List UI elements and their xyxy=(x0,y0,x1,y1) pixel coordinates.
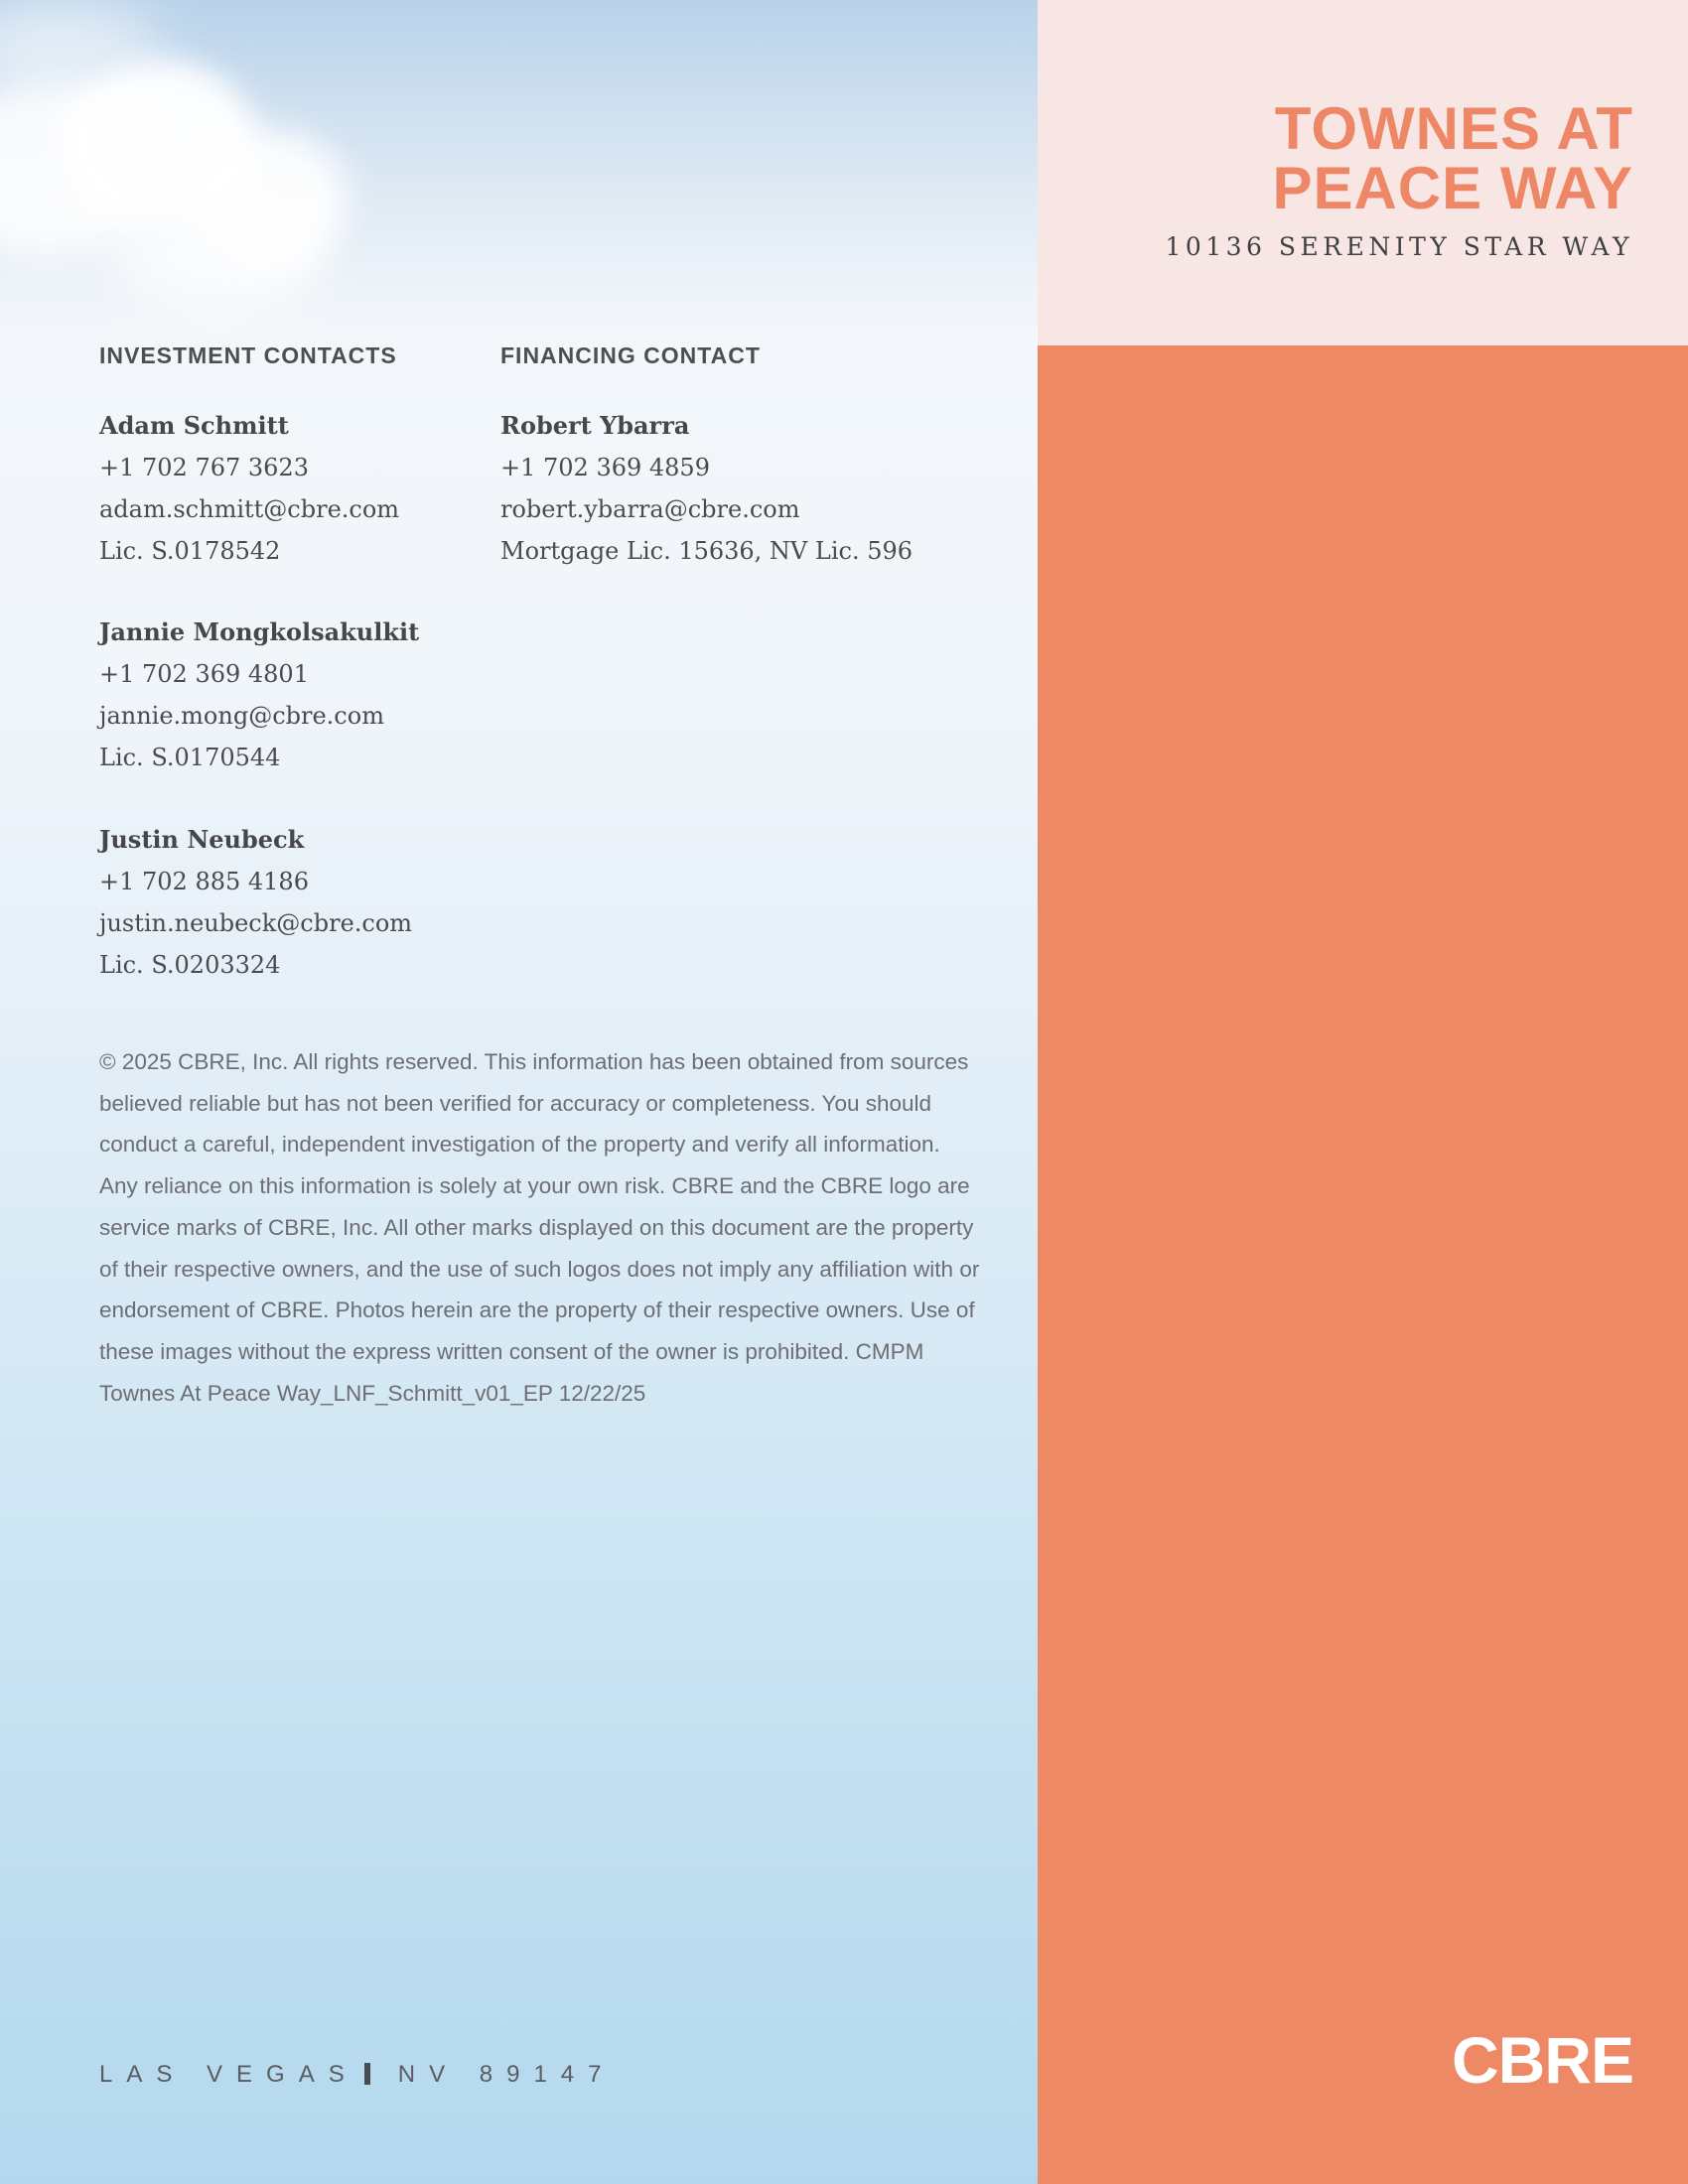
location-state-zip: NV 89147 xyxy=(397,2061,616,2088)
contact-phone[interactable]: +1 702 885 4186 xyxy=(99,868,309,895)
contact-card-justin-neubeck xyxy=(99,819,412,986)
contact-name: Adam Schmitt xyxy=(99,411,289,440)
contact-name: Robert Ybarra xyxy=(500,411,690,440)
investment-contacts-heading: INVESTMENT CONTACTS xyxy=(99,342,397,368)
contact-license: Lic. S.0178542 xyxy=(99,537,281,565)
property-title-line-2: PEACE WAY xyxy=(1272,155,1633,221)
contact-email[interactable]: jannie.mong@cbre.com xyxy=(99,702,384,730)
location-city: LAS VEGAS xyxy=(99,2061,358,2088)
contact-license: Mortgage Lic. 15636, NV Lic. 596 xyxy=(500,537,914,565)
brand-panel xyxy=(1038,0,1688,2184)
financing-contact-heading: FINANCING CONTACT xyxy=(500,342,761,368)
contact-card-jannie-mongkolsakulkit xyxy=(99,612,419,778)
contact-license: Lic. S.0170544 xyxy=(99,744,281,771)
contact-phone[interactable]: +1 702 369 4859 xyxy=(500,454,710,481)
contact-email[interactable]: justin.neubeck@cbre.com xyxy=(99,909,413,937)
property-address: 10136 SERENITY STAR WAY xyxy=(1165,232,1633,261)
contact-name: Justin Neubeck xyxy=(99,825,305,854)
cbre-logo: CBRE xyxy=(1451,2023,1633,2097)
separator-bar xyxy=(364,2063,370,2085)
contact-phone[interactable]: +1 702 369 4801 xyxy=(99,660,309,688)
title-box xyxy=(1038,0,1688,345)
contact-license: Lic. S.0203324 xyxy=(99,951,281,979)
contact-card-adam-schmitt xyxy=(99,405,399,572)
property-title xyxy=(1272,95,1633,221)
orange-color-block xyxy=(1038,345,1688,2184)
legal-disclaimer: © 2025 CBRE, Inc. All rights reserved. This information has been obtained from sources believed reliable but has not been verified for accuracy or completeness. You should conduct a careful, independent investigation of the property and verify all information. Any reliance on this information is solely at your own risk. CBRE and the CBRE logo are service marks of CBRE, Inc. All other marks displayed on this document are the property of their respective owners, and the use of such logos does not imply any affiliation with or endorsement of CBRE. Photos herein are the property of their respective owners. Use of these images without the express written consent of the owner is prohibited. CMPM Townes At Peace Way_LNF_Schmitt_v01_EP 12/22/25 xyxy=(99,1049,980,1406)
contact-name: Jannie Mongkolsakulkit xyxy=(99,617,420,646)
contact-email[interactable]: robert.ybarra@cbre.com xyxy=(500,495,800,523)
contact-phone[interactable]: +1 702 767 3623 xyxy=(99,454,309,481)
cloud-image xyxy=(109,199,328,308)
property-title-line-1: TOWNES AT xyxy=(1274,95,1633,162)
location-footer xyxy=(99,2061,615,2091)
contact-email[interactable]: adam.schmitt@cbre.com xyxy=(99,495,400,523)
contact-card-robert-ybarra xyxy=(500,405,913,572)
